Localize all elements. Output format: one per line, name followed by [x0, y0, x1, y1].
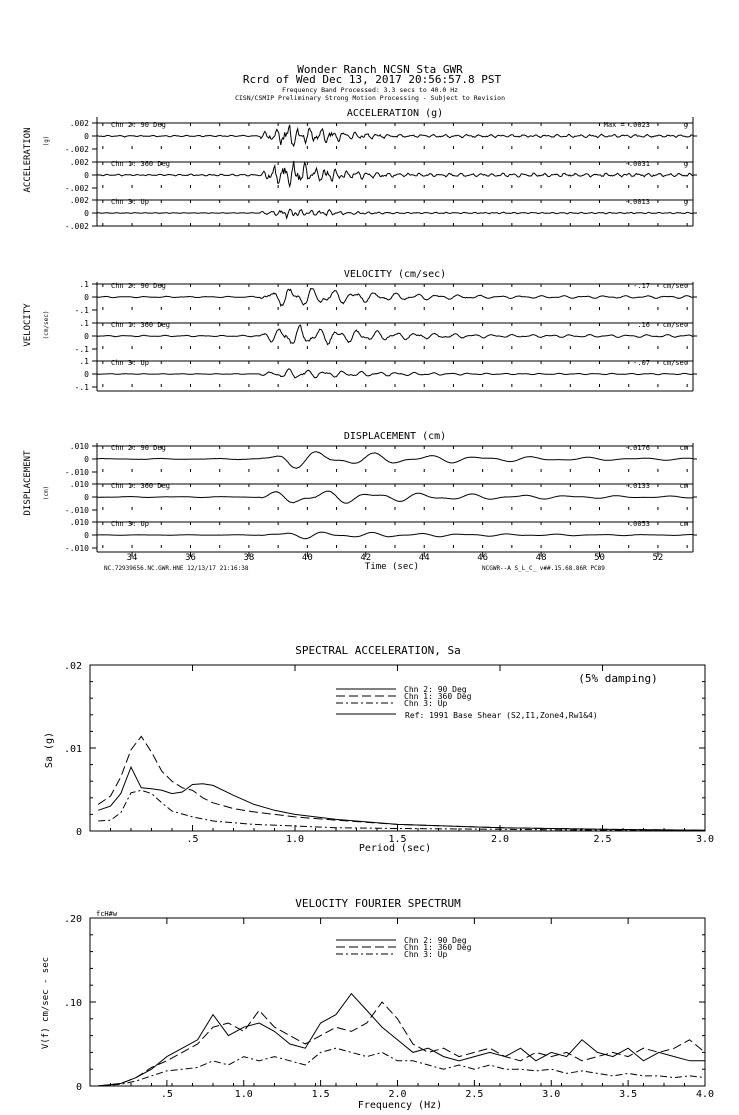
time-axis-tick-label: 50 — [594, 553, 605, 563]
channel-max-value: .16 — [637, 321, 650, 329]
time-axis-tick-label: 36 — [185, 553, 196, 563]
channel-name: Chn 3: Up — [111, 520, 149, 528]
y-tick-label-zero: 0 — [84, 132, 89, 141]
time-axis-tick-label: 34 — [126, 553, 138, 563]
y-tick-label-bottom: -.010 — [64, 544, 89, 553]
waveform-trace — [97, 491, 693, 503]
channel-name: Chn 2: 90 Deg — [111, 282, 166, 290]
y-tick-label-zero: 0 — [84, 209, 89, 218]
channel-max-unit: cm/sec — [662, 359, 688, 367]
y-tick-label-top: .010 — [69, 442, 89, 451]
processing-note: NCGWR--A S_L_C_ v##.15.68.86R PC89 — [482, 565, 605, 572]
chart-title: SPECTRAL ACCELERATION, Sa — [295, 644, 461, 657]
channel-max-value: -.0013 — [624, 198, 650, 206]
header-station: Wonder Ranch NCSN Sta GWR — [297, 63, 463, 76]
channel-max-value: Max = .0023 — [603, 121, 650, 129]
y-tick-label-bottom: -.1 — [74, 383, 89, 392]
channel-max-unit: g — [683, 160, 688, 168]
channel-name: Chn 2: 90 Deg — [111, 444, 166, 452]
series-line-0 — [98, 994, 705, 1086]
record-id-note: NC.72939656.NC.GWR.HNE 12/13/17 21:16:38 — [104, 565, 249, 572]
x-tick-label: 2.5 — [593, 834, 612, 845]
y-tick-label-zero: 0 — [84, 293, 89, 302]
waveform-trace — [97, 289, 693, 306]
y-tick-label-bottom: -.1 — [74, 345, 89, 354]
y-tick-label: 0 — [75, 827, 82, 838]
velocity-panel — [23, 269, 697, 392]
legend-label: Chn 1: 360 Deg — [404, 692, 472, 701]
waveform-trace — [97, 325, 693, 344]
x-tick-label: 1.0 — [234, 1089, 253, 1100]
panel-side-label: DISPLACEMENT — [23, 450, 33, 516]
waveform-trace — [97, 532, 693, 539]
x-tick-label: 3.5 — [619, 1089, 638, 1100]
y-tick-label-zero: 0 — [84, 171, 89, 180]
channel-max-value: .0053 — [628, 520, 650, 528]
legend-label: Chn 3: Up — [404, 950, 448, 959]
series-line-1 — [98, 1002, 705, 1086]
y-tick-label-top: .010 — [69, 480, 89, 489]
channel-max-unit: cm — [679, 520, 688, 528]
x-tick-label: 1.0 — [285, 834, 305, 845]
x-tick-label: 4.0 — [695, 1089, 715, 1100]
time-axis-tick-label: 38 — [243, 553, 255, 563]
y-tick-label-top: .002 — [69, 119, 89, 128]
channel-max-unit: cm/sec — [662, 321, 688, 329]
y-tick-label-top: .1 — [79, 319, 89, 328]
channel-name: Chn 1: 360 Deg — [111, 160, 171, 168]
y-tick-label-zero: 0 — [84, 493, 89, 502]
header-disclaimer: CISN/CSMIP Preliminary Strong Motion Processing - Subject to Revision — [234, 94, 506, 102]
channel-max-unit: g — [683, 198, 688, 206]
legend-label: Chn 2: 90 Deg — [404, 685, 467, 694]
y-tick-label: .02 — [63, 661, 82, 672]
y-tick-label-zero: 0 — [84, 370, 89, 379]
panel-title: DISPLACEMENT (cm) — [343, 431, 447, 442]
y-axis-label: V(f) cm/sec - sec — [41, 956, 51, 1050]
damping-annotation: (5% damping) — [578, 672, 658, 685]
spectral-acceleration-chart — [44, 644, 714, 854]
y-tick-label: 0 — [75, 1082, 82, 1093]
y-tick-label-zero: 0 — [84, 531, 89, 540]
panel-title: ACCELERATION (g) — [346, 108, 444, 119]
time-axis-tick-label: 42 — [360, 553, 372, 563]
y-tick-label-top: .002 — [69, 158, 89, 167]
y-tick-label-bottom: -.002 — [64, 145, 89, 154]
channel-max-unit: g — [683, 121, 688, 129]
x-tick-label: 2.0 — [388, 1089, 407, 1100]
channel-max-value: -.0133 — [624, 482, 650, 490]
y-tick-label-top: .1 — [79, 357, 89, 366]
y-tick-label: .20 — [63, 914, 82, 925]
time-axis-tick-label: 40 — [301, 553, 313, 563]
header-band: Frequency Band Processed: 3.3 secs to 40.0 Hz — [281, 86, 459, 94]
acceleration-panel — [23, 108, 697, 231]
channel-name: Chn 1: 360 Deg — [111, 482, 171, 490]
x-tick-label: .5 — [186, 834, 199, 845]
panel-unit-label: (cm) — [43, 485, 50, 501]
x-axis-label: Frequency (Hz) — [357, 1100, 443, 1111]
x-tick-label: .5 — [160, 1089, 173, 1100]
panel-side-label: VELOCITY — [23, 303, 33, 347]
panel-side-label: ACCELERATION — [23, 127, 33, 193]
y-tick-label-bottom: -.010 — [64, 506, 89, 515]
header-record: Rcrd of Wed Dec 13, 2017 20:56:57.8 PST — [242, 73, 502, 86]
channel-name: Chn 3: Up — [111, 198, 149, 206]
y-tick-label-top: .002 — [69, 196, 89, 205]
x-tick-label: 3.0 — [695, 834, 715, 845]
y-tick-label: .10 — [63, 998, 82, 1009]
legend-label: Chn 3: Up — [404, 699, 448, 708]
panel-unit-label: (g) — [43, 135, 50, 147]
series-line-0 — [98, 767, 705, 830]
legend-ref-label: Ref: 1991 Base Shear (S2,I1,Zone4,Rw1&4) — [405, 711, 598, 720]
panel-unit-label: (cm/sec) — [43, 310, 50, 340]
waveform-trace — [97, 369, 693, 378]
y-tick-label-bottom: -.1 — [74, 306, 89, 315]
channel-max-value: -.07 — [633, 359, 650, 367]
time-axis-tick-label: 46 — [477, 553, 489, 563]
channel-max-value: -.0031 — [624, 160, 650, 168]
x-tick-label: 1.5 — [311, 1089, 330, 1100]
y-axis-label: Sa (g) — [44, 731, 55, 769]
time-axis-tick-label: 44 — [418, 553, 430, 563]
panel-title: VELOCITY (cm/sec) — [343, 269, 447, 280]
channel-max-unit: cm/sec — [662, 282, 688, 290]
y-tick-label: .01 — [63, 744, 82, 755]
y-tick-label-zero: 0 — [84, 332, 89, 341]
y-tick-label-bottom: -.002 — [64, 222, 89, 231]
y-tick-label-bottom: -.002 — [64, 184, 89, 193]
waveform-trace — [97, 452, 693, 469]
time-axis — [104, 552, 663, 572]
channel-name: Chn 2: 90 Deg — [111, 121, 166, 129]
y-tick-label-zero: 0 — [84, 455, 89, 464]
legend-label: Chn 2: 90 Deg — [404, 936, 467, 945]
time-axis-label: Time (sec) — [364, 562, 420, 572]
x-tick-label: 2.0 — [490, 834, 510, 845]
x-axis-label: Period (sec) — [358, 843, 432, 854]
x-tick-label: 3.0 — [542, 1089, 561, 1100]
plot-frame — [90, 665, 705, 831]
velocity-fourier-chart — [41, 897, 714, 1111]
waveform-trace — [97, 209, 693, 218]
channel-max-value: -.0176 — [624, 444, 650, 452]
series-line-2 — [98, 1048, 705, 1086]
channel-max-unit: cm — [679, 482, 688, 490]
x-tick-label: 2.5 — [465, 1089, 484, 1100]
chart-title: VELOCITY FOURIER SPECTRUM — [295, 897, 461, 910]
channel-max-value: -.17 — [633, 282, 650, 290]
y-tick-label-top: .010 — [69, 518, 89, 527]
legend-label: Chn 1: 360 Deg — [404, 943, 472, 952]
channel-name: Chn 3: Up — [111, 359, 149, 367]
y-tick-label-top: .1 — [79, 280, 89, 289]
time-axis-tick-label: 48 — [535, 553, 547, 563]
time-axis-tick-label: 52 — [652, 553, 664, 563]
y-tick-label-bottom: -.010 — [64, 468, 89, 477]
displacement-panel — [23, 431, 697, 553]
channel-max-unit: cm — [679, 444, 688, 452]
corner-label: fcH#w — [96, 910, 118, 918]
series-line-1 — [98, 736, 705, 830]
channel-name: Chn 1: 360 Deg — [111, 321, 171, 329]
x-tick-label: 1.5 — [388, 834, 407, 845]
